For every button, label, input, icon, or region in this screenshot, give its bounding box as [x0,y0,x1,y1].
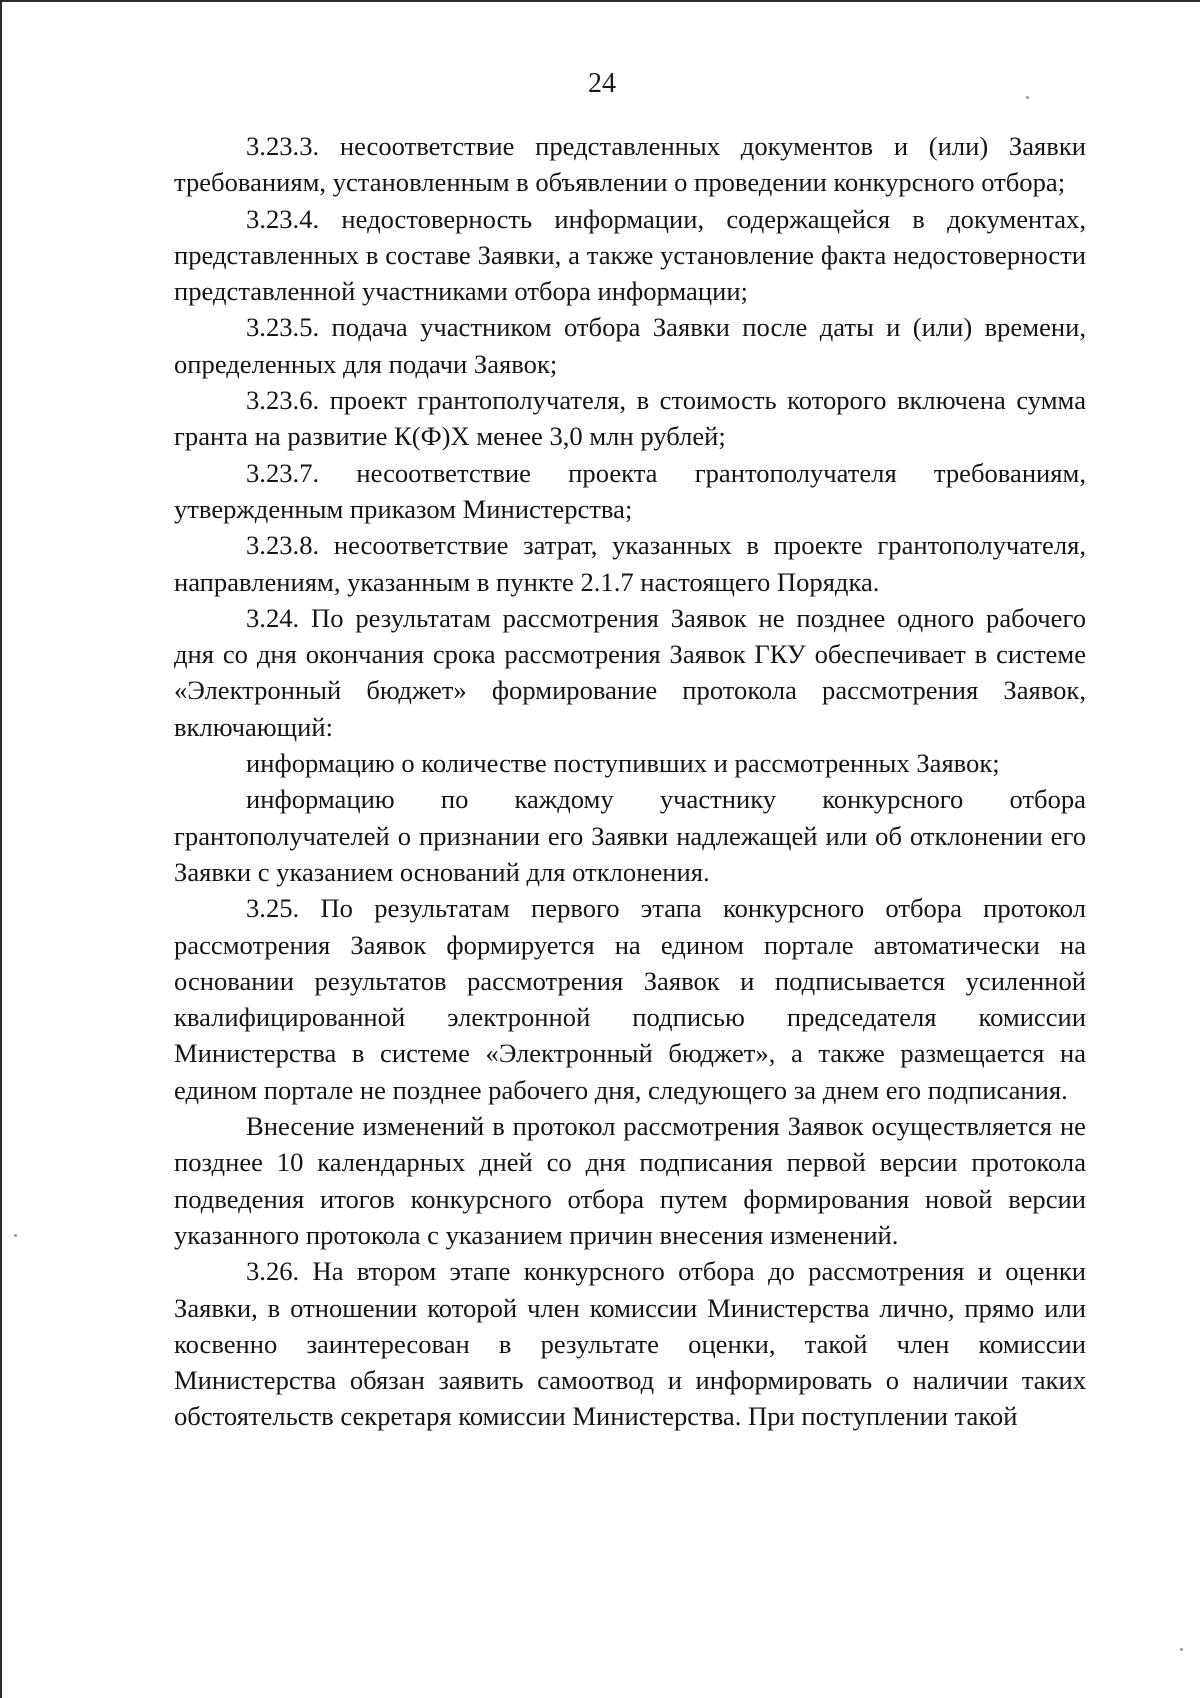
scan-speck [14,1234,17,1237]
paragraph-3-23-3: 3.23.3. несоответствие представленных документов и (или) Заявки требованиям, установленным в объявлении о проведении конкурсного отбора; [174,131,1086,198]
paragraph-3-23-6: 3.23.6. проект грантополучателя, в стоимость которого включена сумма гранта на развитие К(Ф)Х менее 3,0 млн рублей; [174,385,1086,452]
paragraph-3-23-8: 3.23.8. несоответствие затрат, указанных в проекте грантополучателя, направлениям, указанным в пункте 2.1.7 настоящего Порядка. [174,530,1086,597]
document-body [174,128,1086,1435]
paragraph-3-23-7: 3.23.7. несоответствие проекта грантополучателя требованиям, утвержденным приказом Министерства; [174,457,1086,524]
scan-speck [1026,96,1029,99]
paragraph-3-24-item-2: информацию по каждому участнику конкурсного отбора грантополучателей о признании его Заявки надлежащей или об отклонении его Заявки с указанием оснований для отклонения. [174,784,1086,887]
paragraph-3-23-5: 3.23.5. подача участником отбора Заявки после даты и (или) времени, определенных для подачи Заявок; [174,312,1086,379]
paragraph-3-24-item-1: информацию о количестве поступивших и рассмотренных Заявок; [246,748,1000,779]
paragraph-3-25: 3.25. По результатам первого этапа конкурсного отбора протокол рассмотрения Заявок формируется на едином портале автоматически на основании результатов рассмотрения Заявок и подписывается усиленной квалифицированной электронной подписью председателя комиссии Министерства в системе «Электронный бюджет», а также размещается на едином портале не позднее рабочего дня, следующего за днем его подписания. [174,893,1086,1105]
paragraph-3-25-amendments: Внесение изменений в протокол рассмотрения Заявок осуществляется не позднее 10 календарных дней со дня подписания первой версии протокола подведения итогов конкурсного отбора путем формирования новой версии указанного протокола с указанием причин внесения изменений. [174,1111,1086,1250]
scan-speck [1180,1648,1183,1651]
page-number: 24 [588,68,616,99]
paragraph-3-23-4: 3.23.4. недостоверность информации, содержащейся в документах, представленных в составе Заявки, а также установление факта недостоверности представленной участниками отбора информации; [174,203,1086,307]
paragraph-3-26: 3.26. На втором этапе конкурсного отбора до рассмотрения и оценки Заявки, в отношении которой член комиссии Министерства лично, прямо или косвенно заинтересован в результате оценки, такой член комиссии Министерства обязан заявить самоотвод и информировать о наличии таких обстоятельств секретаря комиссии Министерства. При поступлении такой [174,1256,1086,1432]
paragraph-3-24: 3.24. По результатам рассмотрения Заявок не позднее одного рабочего дня со дня окончания срока рассмотрения Заявок ГКУ обеспечивает в системе «Электронный бюджет» формирование протокола рассмотрения Заявок, включающий: [174,602,1086,742]
